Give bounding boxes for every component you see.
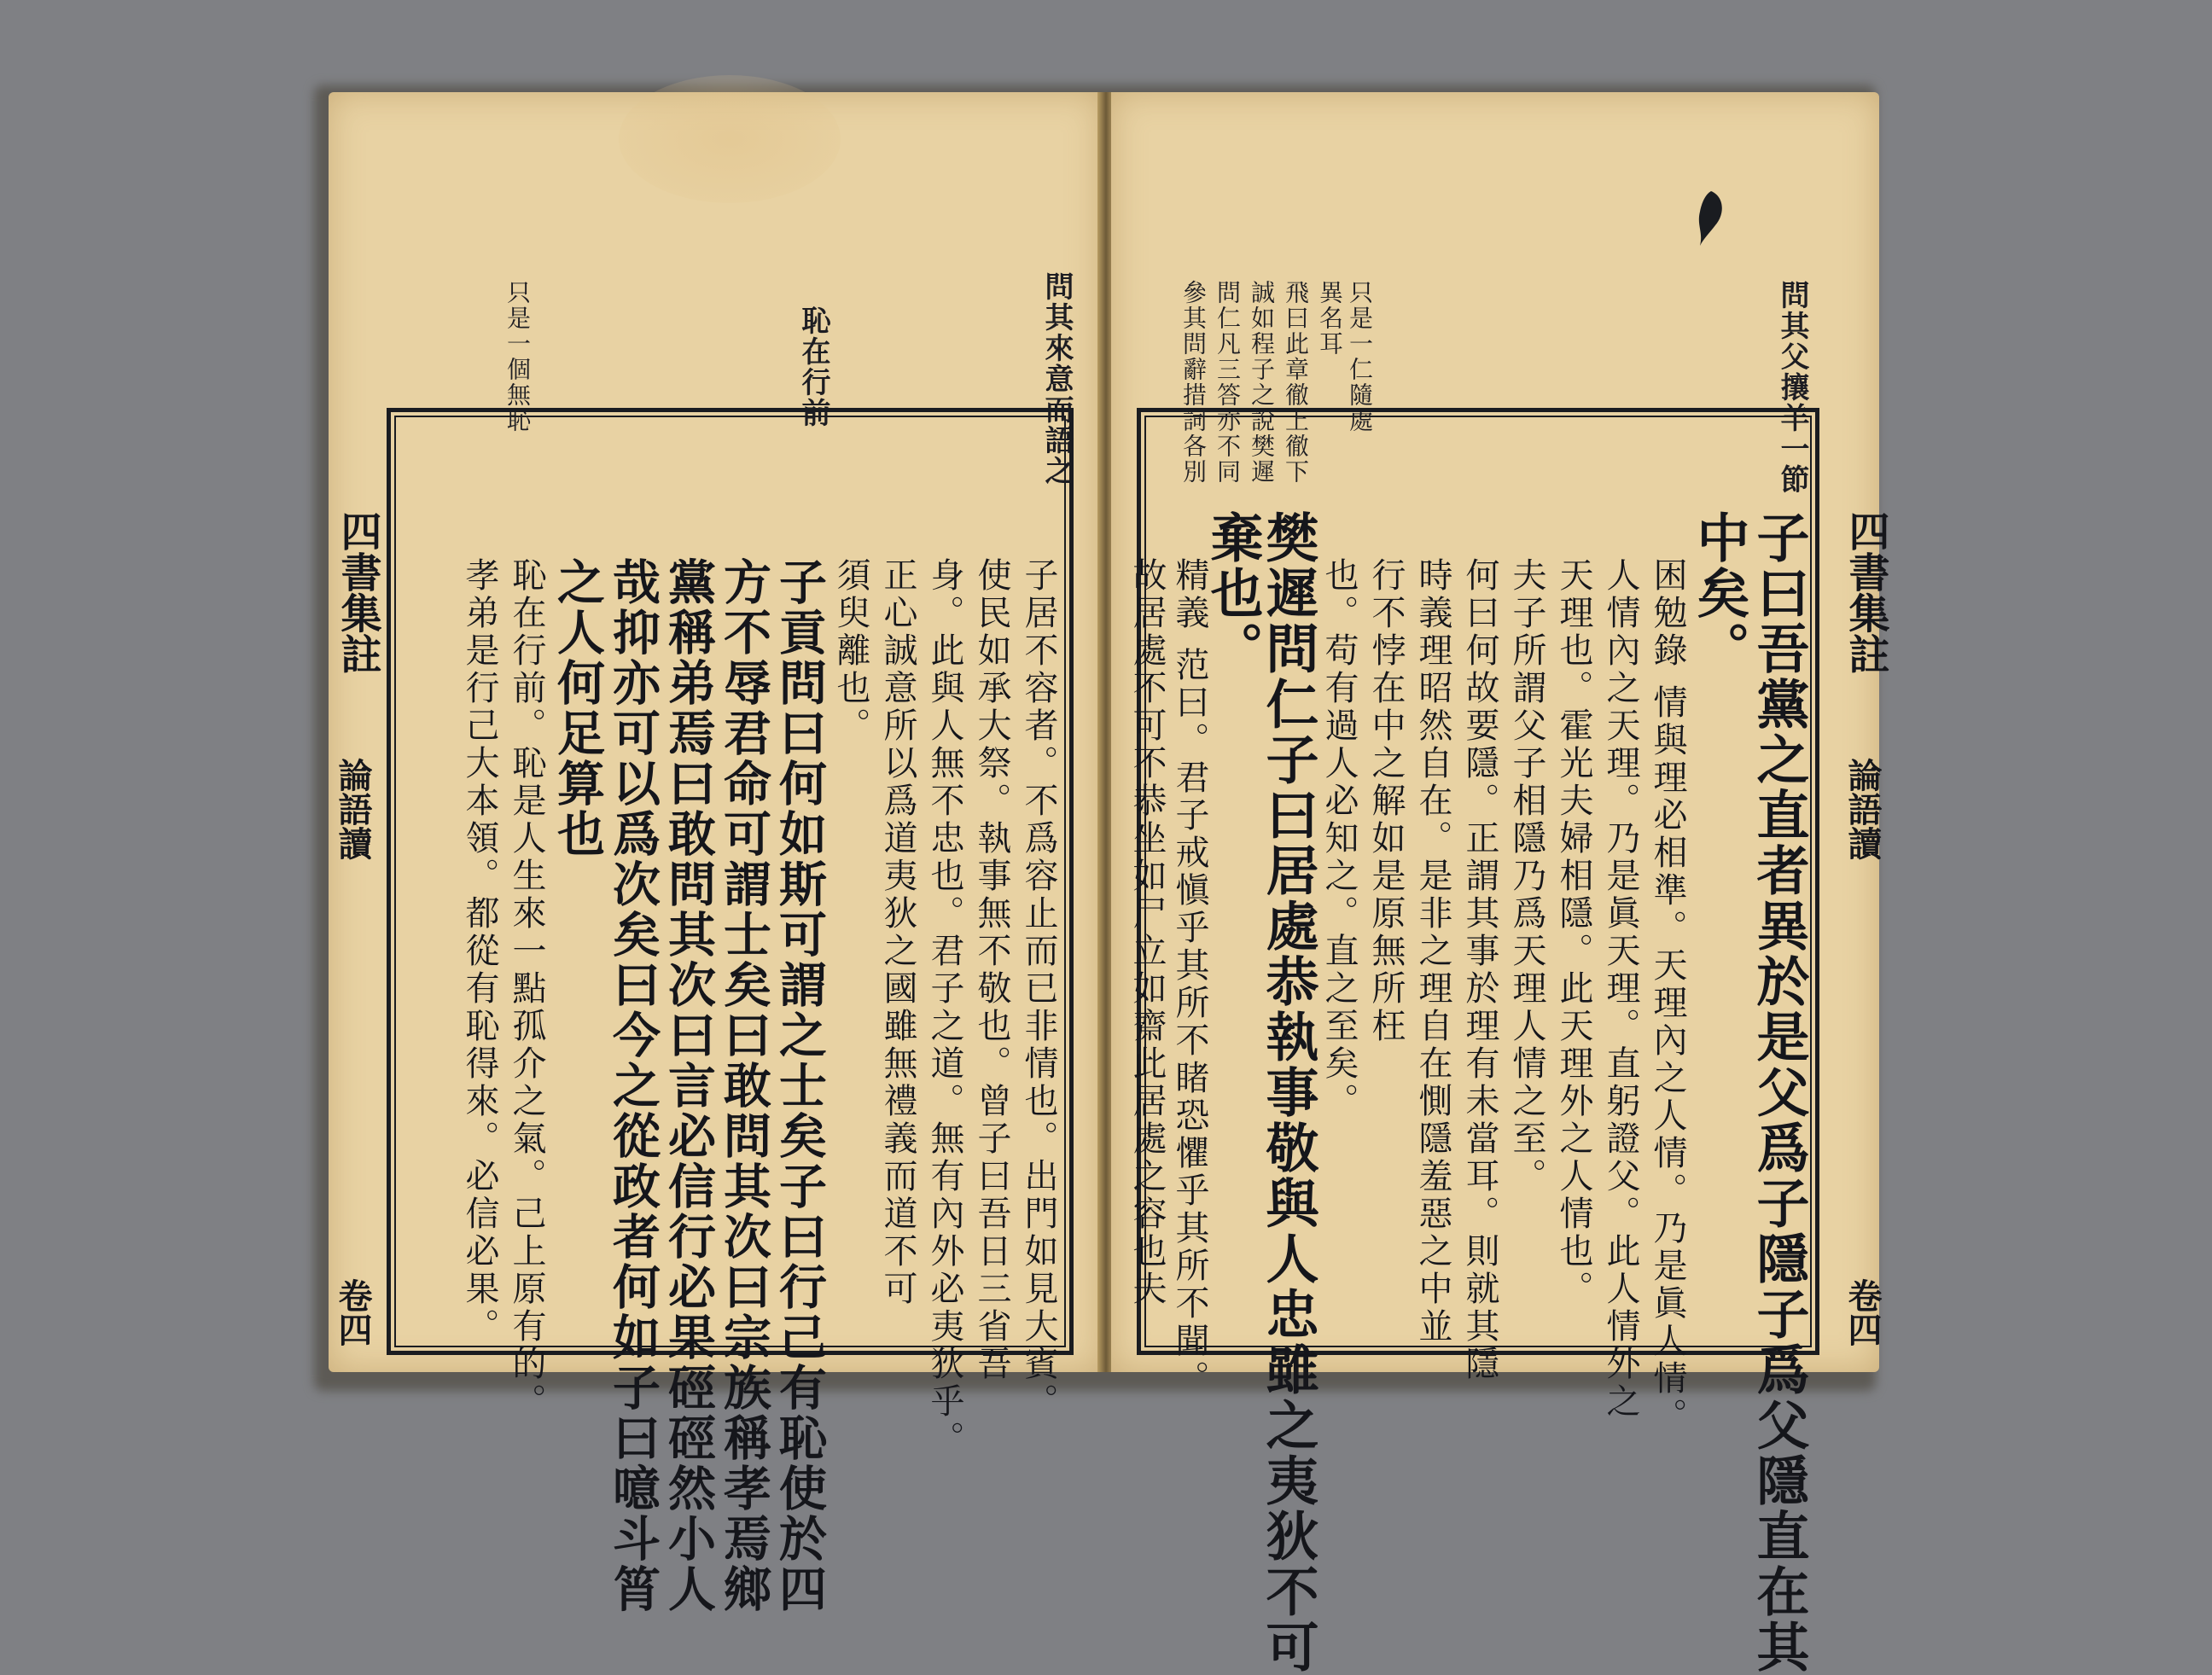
left-top-note: 恥在行前 [796,305,830,428]
left-margin-page: 卷四 [333,1278,373,1346]
text-column: 何曰何故要隱。正謂其事於理有未當耳。則就其隱 [1460,557,1499,1383]
text-column: 中矣。 [1688,510,1750,677]
text-column: 子曰吾黨之直者異於是父爲子隱子爲父隱直在其 [1748,510,1810,1675]
text-column-labeled: 困勉錄 情與理必相準。天理內之人情。乃是眞人情。 [1648,557,1687,1435]
page-stain [619,75,841,203]
text-column: 黨稱弟焉曰敢問其次曰言必信行必果硜硜然小人 [661,557,717,1614]
text-column: 孝弟是行己大本領。都從有恥得來。必信必果。 [460,557,499,1346]
text-column: 子居不容者。不爲容止而已非情也。出門如見大賓。 [1019,557,1058,1421]
text-column: 哉抑亦可以爲次矣曰今之從政者何如子曰噫斗筲 [605,557,661,1614]
right-top-note: 誠如程子之說樊遲 [1248,280,1276,485]
right-margin-section: 論語讀 [1842,758,1883,860]
text-column: 天理也。霍光夫婦相隱。此天理外之人情也。 [1554,557,1593,1308]
right-top-note: 問其父攘羊一節 [1775,280,1809,495]
ink-mark-icon [1691,188,1731,249]
right-top-note: 飛曰此章徹上徹下 [1282,280,1310,485]
text-column-labeled: 精義 范曰。君子戒愼乎其所不睹恐懼乎其所不聞。 [1170,557,1209,1398]
text-column: 樊遲問仁子曰居處恭執事敬與人忠雖之夷狄不可 [1257,510,1319,1675]
text-column: 須臾離也。 [831,557,870,745]
text-column: 使民如承大祭。執事無不敬也。曾子曰吾日三省吾 [972,557,1011,1383]
left-page [329,92,1101,1614]
right-top-note: 問仁凡三答亦不同 [1214,280,1242,485]
text-column: 子貢問曰何如斯可謂之士矣子曰行己有恥使於四 [771,557,828,1614]
text-column: 恥在行前。恥是人生來一點孤介之氣。己上原有的。 [507,557,546,1421]
right-top-note: 只是一仁隨處 [1346,280,1374,433]
left-margin-title: 四書集註 [334,510,381,674]
right-top-note: 異名耳 [1316,280,1344,357]
left-top-note: 問其來意而語之 [1039,271,1074,486]
text-column: 夫子所謂父子相隱乃爲天理人情之至。 [1507,557,1546,1195]
text-column: 方不辱君命可謂士矣曰敢問其次曰宗族稱孝焉鄉 [716,557,772,1614]
text-column: 正心誠意所以爲道夷狄之國雖無禮義而道不可 [878,557,917,1308]
text-column: 也。苟有過人必知之。直之至矣。 [1319,557,1359,1120]
right-page [1111,92,1889,1675]
text-column: 行不悖在中之解如是原無所枉 [1366,557,1406,1045]
text-column: 身。此與人無不忠也。君子之道。無有內外必夷狄乎。 [925,557,964,1458]
text-column: 時義理昭然自在。是非之理自在惻隱羞惡之中並 [1413,557,1452,1346]
left-margin-section: 論語讀 [333,758,373,860]
right-top-note: 參其問辭措詞各別 [1179,280,1208,485]
text-column: 故居處不可不恭坐如尸立如齋此居處之容也夫 [1127,557,1167,1308]
right-margin-page: 卷四 [1842,1278,1883,1346]
left-top-note: 只是一個無恥 [504,280,532,433]
text-column: 棄也。 [1202,510,1264,677]
right-margin-title: 四書集註 [1842,510,1889,674]
text-column: 之人何足算也 [550,557,606,859]
text-column: 人情內之天理。乃是眞天理。直躬證父。此人情外之 [1601,557,1640,1421]
